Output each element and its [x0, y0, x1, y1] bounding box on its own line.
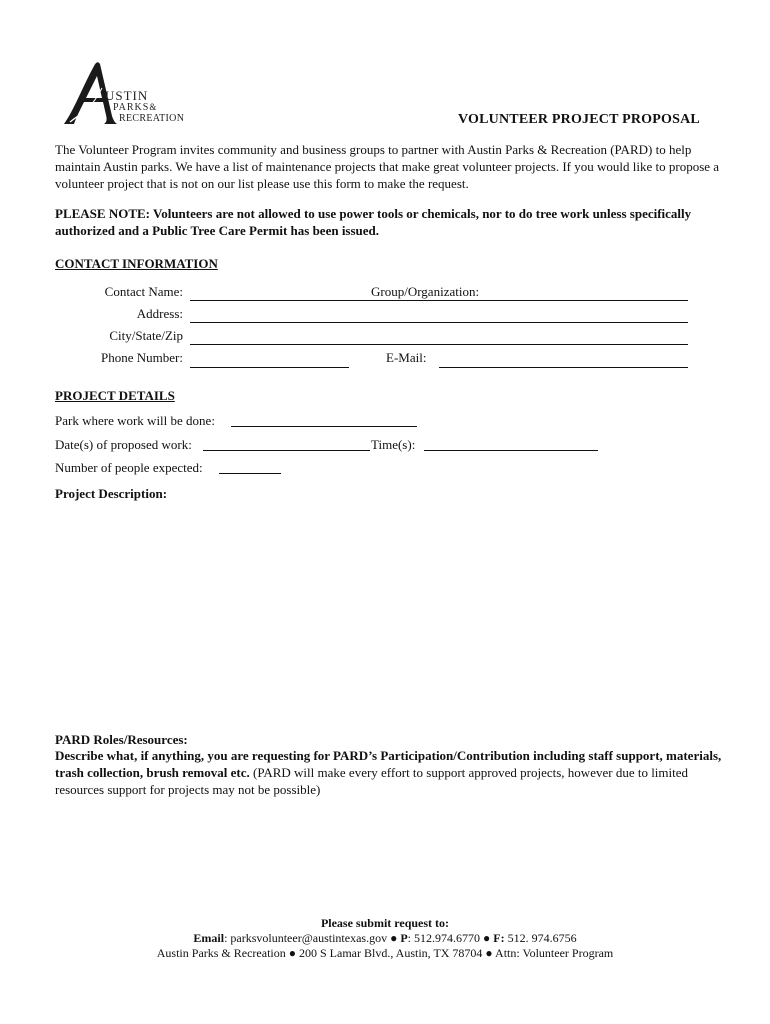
contact-name-label: Contact Name: [104, 284, 183, 299]
city-state-zip-field[interactable] [190, 344, 688, 345]
project-description-area[interactable] [55, 505, 715, 725]
pard-request-text: Describe what, if anything, you are requesting for PARD’s Participation/Contribution including staff support, materials, trash collection, brush removal etc. [55, 748, 722, 780]
park-field[interactable] [231, 426, 417, 427]
address-line: Austin Parks & Recreation ● 200 S Lamar Blvd., Austin, TX 78704 ● Attn: Volunteer Program [156, 946, 614, 960]
logo-amp: & [149, 102, 158, 112]
note-paragraph: PLEASE NOTE: Volunteers are not allowed to use power tools or chemicals, nor to do tree work unless specifically authorized and a Public Tree Care Permit has been issued. [55, 206, 692, 238]
email-field[interactable] [439, 367, 688, 368]
people-label: Number of people expected: [55, 460, 203, 475]
pard-description [55, 747, 723, 798]
project-description-label: Project Description: [55, 486, 168, 501]
austin-parks-logo [55, 56, 195, 128]
logo-text-austin: USTIN [105, 88, 149, 103]
email-value-footer: : parksvolunteer@austintexas.gov ● [224, 931, 401, 945]
submit-heading: Please submit request to: [320, 916, 450, 930]
phone-label-footer: P [400, 931, 408, 945]
project-heading: PROJECT DETAILS [55, 388, 175, 403]
dates-field[interactable] [203, 450, 370, 451]
dates-label: Date(s) of proposed work: [55, 437, 192, 452]
phone-field[interactable] [190, 367, 349, 368]
pard-support-note: (PARD will make every effort to support approved projects, however due to limited resources support for projects may not be possible) [55, 765, 689, 797]
address-field[interactable] [190, 322, 688, 323]
logo-parks-label: PARKS [113, 102, 150, 113]
fax-value-footer: 512. 974.6756 [504, 931, 577, 945]
group-org-label: Group/Organization: [371, 284, 480, 299]
contact-name-field[interactable] [190, 300, 688, 301]
phone-label: Phone Number: [101, 350, 183, 365]
park-label: Park where work will be done: [55, 413, 215, 428]
logo-text-parks [113, 102, 157, 113]
page-title: VOLUNTEER PROJECT PROPOSAL [458, 112, 700, 127]
address-label: Address: [136, 306, 183, 321]
times-field[interactable] [424, 450, 598, 451]
logo-text-recreation: RECREATION [119, 113, 185, 124]
contact-heading: CONTACT INFORMATION [55, 256, 218, 271]
email-label-footer: Email [193, 931, 225, 945]
people-field[interactable] [219, 473, 281, 474]
pard-heading: PARD Roles/Resources: [55, 732, 188, 747]
city-state-zip-label: City/State/Zip [109, 328, 183, 343]
phone-value-footer: : 512.974.6770 ● [407, 931, 494, 945]
email-label: E-Mail: [386, 350, 427, 365]
times-label: Time(s): [371, 437, 416, 452]
fax-label-footer: F: [493, 931, 505, 945]
intro-paragraph: The Volunteer Program invites community and business groups to partner with Austin Parks & Recreation (PARD) to help maintain Austin parks. We have a list of maintenance projects that make great volunteer projects. If you would like to propose a volunteer project that is not on our list please use this form to make the request. [55, 142, 720, 191]
contact-line [0, 931, 770, 946]
pard-response-area[interactable] [55, 800, 715, 900]
